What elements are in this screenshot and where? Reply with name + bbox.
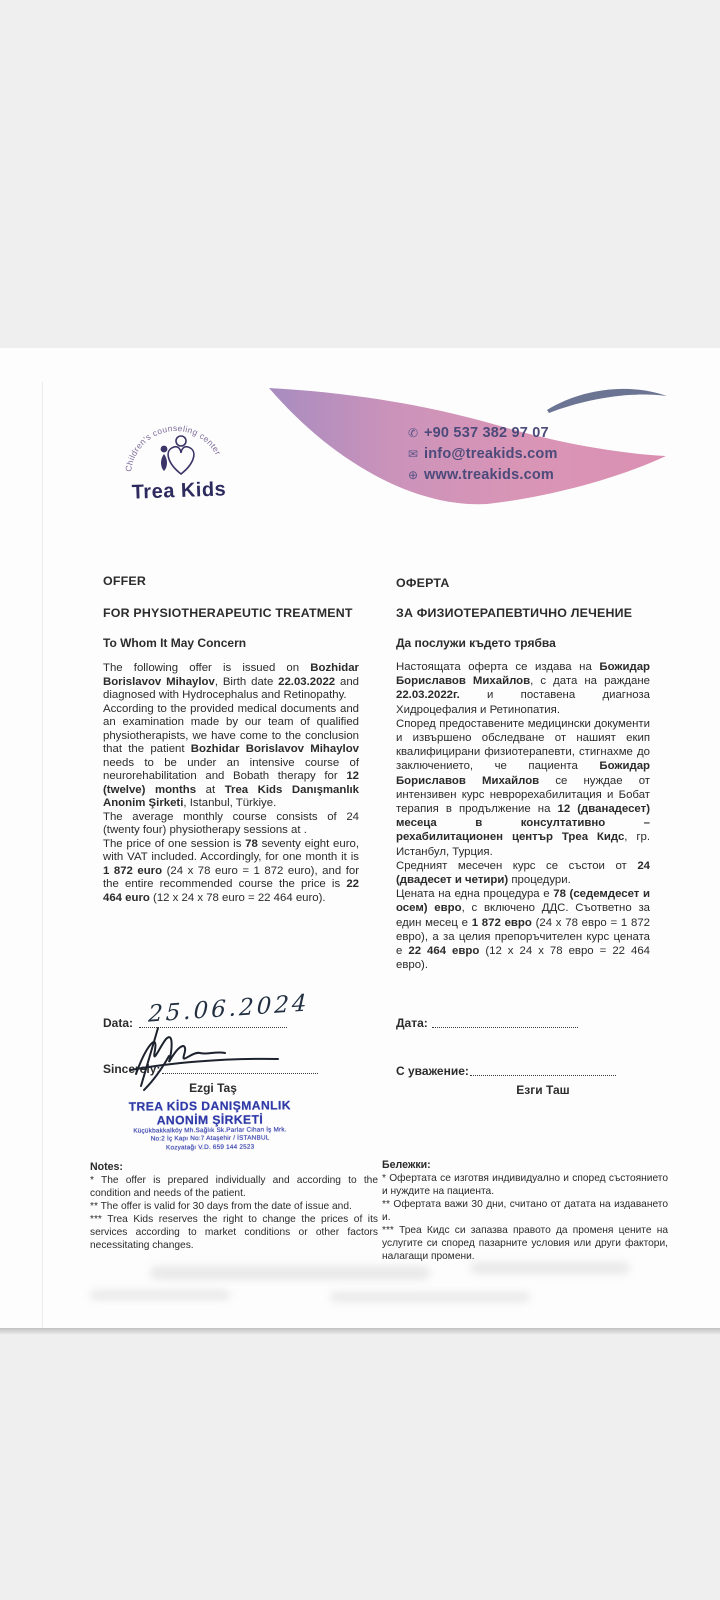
paragraph: Настоящата оферта се издава на Божидар Бориславов Михайлов, с дата на раждане 22.03.2022г. и поставена диагноза Хидроцефалия и Ретинопатия. — [396, 661, 650, 716]
signature-line-bg — [470, 1061, 616, 1076]
note-line: * The offer is prepared individually and according to the condition and needs of the patient. — [90, 1175, 378, 1199]
offer-subtitle-en: FOR PHYSIOTHERAPEUTIC TREATMENT — [103, 606, 353, 620]
ghost-smudge — [330, 1292, 530, 1302]
signer-name-en: Ezgi Taş — [189, 1081, 237, 1095]
contact-block — [402, 422, 558, 485]
date-label-bg: Дата: — [396, 1016, 428, 1030]
paragraph: According to the provided medical documents and an examination made by our team of qualified physiotherapists, we have come to the conclusion that the patient Bozhidar Borislavov Mihaylov needs to be under an intensive course of neurorehabilitation and Bobath therapy for 12 (twelve) months at Trea Kids Danışmanlık Anonim Şirketi, Istanbul, Türkiye. — [103, 702, 359, 809]
company-stamp — [105, 1099, 315, 1153]
email-icon: ✉ — [407, 446, 419, 461]
logo-brand-name: Trea Kids — [131, 478, 227, 504]
slate-crescent-shape — [547, 389, 667, 413]
paragraph: The price of one session is 78 seventy eight euro, with VAT included. Accordingly, for one month it is 1 872 euro (24 x 78 euro = 1 872 euro), and for the entire recommended course the price is 22 464 euro (12 x 24 x 78 euro = 22 464 euro). — [103, 837, 359, 904]
signoff-label-en: Sincerely: — [103, 1062, 161, 1076]
paragraph: The following offer is issued on Bozhidar Borislavov Mihaylov, Birth date 22.03.2022 and diagnosed with Hydrocephalus and Retinopathy. — [103, 662, 359, 701]
note-line: *** Треа Кидс си запазва правото да променя цените на услугите си според пазарните условия или други фактори, налагащи промени. — [382, 1225, 668, 1262]
date-label-en: Data: — [103, 1016, 134, 1030]
signoff-label-bg: С уважение: — [396, 1064, 469, 1078]
stamp-address-line1: Küçükbakkalköy Mh.Sağlık Sk.Parlar Cihan İş Mrk. — [133, 1126, 287, 1135]
date-line-bg — [432, 1013, 578, 1028]
offer-subtitle-bg: ЗА ФИЗИОТЕРАПЕВТИЧНО ЛЕЧЕНИЕ — [396, 606, 633, 620]
logo-arc-text: Children's counseling center — [123, 422, 224, 473]
offer-title-bg: ОФЕРТА — [396, 576, 450, 590]
contact-website-row — [402, 464, 558, 485]
paragraph: Цената на една процедура е 78 (седемдесет и осем) евро, с включено ДДС. Съответно за един месец е 1 872 евро (24 x 78 евро = 1 872 евро), а за целия препоръчителен курс цената е 22 464 евро (12 x 24 x 78 евро = 22 464 евро). — [396, 888, 650, 972]
parent-child-heart-icon — [161, 436, 194, 474]
logo-emblem — [120, 410, 232, 488]
contact-email: info@treakids.com — [424, 445, 558, 462]
paragraph: Според предоставените медицински документи и извършено обследване от нашият екип квалифицирани физиотерапевти, стигнахме до заключението, че пациента Божидар Бориславов Михайлов се нуждае от интензивен курс неврорехабилитация и Бобат терапия в продължение на 12 (дванадесет) месеца в консултативно – рехабилитационен център Треа Кидс, гр. Истанбул, Турция. — [396, 717, 650, 858]
contact-phone: +90 537 382 97 07 — [424, 424, 549, 441]
offer-title-en: OFFER — [103, 574, 146, 588]
note-line: *** Trea Kids reserves the right to change the prices of its services according to market conditions or other factors necessitating changes. — [90, 1214, 378, 1251]
stamp-address-line3: Kozyatağı V.D. 659 144 2523 — [165, 1143, 255, 1152]
contact-email-row — [402, 443, 558, 464]
globe-icon: ⊕ — [407, 467, 419, 482]
stamp-company-line1: TREA KİDS DANIŞMANLIK — [128, 1098, 292, 1114]
stamp-company-line2: ANONİM ŞİRKETİ — [156, 1112, 264, 1127]
note-line: * Офертата се изготвя индивидуално и според състоянието и нуждите на пациента. — [382, 1173, 668, 1197]
signer-name-bg: Езги Таш — [516, 1083, 570, 1097]
notes-title-en: Notes: — [90, 1161, 123, 1173]
handwritten-date: 25.06.2024 — [147, 990, 310, 1028]
ghost-smudge — [470, 1262, 630, 1274]
paper-left-edge — [42, 382, 43, 1328]
notes-bg — [382, 1159, 668, 1263]
notes-en — [90, 1161, 378, 1252]
ghost-smudge — [150, 1266, 430, 1280]
notes-title-bg: Бележки: — [382, 1159, 431, 1171]
stamp-address-line2: No:2 İç Kapı No:7 Ataşehir / İSTANBUL — [150, 1134, 270, 1143]
salutation-en: To Whom It May Concern — [103, 636, 247, 650]
ghost-smudge — [90, 1290, 230, 1300]
contact-website: www.treakids.com — [424, 466, 554, 483]
phone-icon: ✆ — [407, 425, 419, 440]
note-line: ** Офертата важи 30 дни, считано от датата на издаването и. — [382, 1199, 668, 1223]
note-line: ** The offer is valid for 30 days from the date of issue and. — [90, 1201, 352, 1212]
paragraph: Средният месечен курс се състои от 24 (двадесет и четири) процедури. — [396, 859, 650, 887]
offer-body-en — [103, 662, 359, 905]
salutation-bg: Да послужи където трябва — [396, 636, 556, 650]
paper-bottom-shadow — [0, 1328, 720, 1335]
offer-body-bg — [396, 660, 650, 972]
paragraph: The average monthly course consists of 24 (twenty four) physiotherapy sessions at . — [103, 810, 359, 836]
contact-phone-row — [402, 422, 558, 443]
